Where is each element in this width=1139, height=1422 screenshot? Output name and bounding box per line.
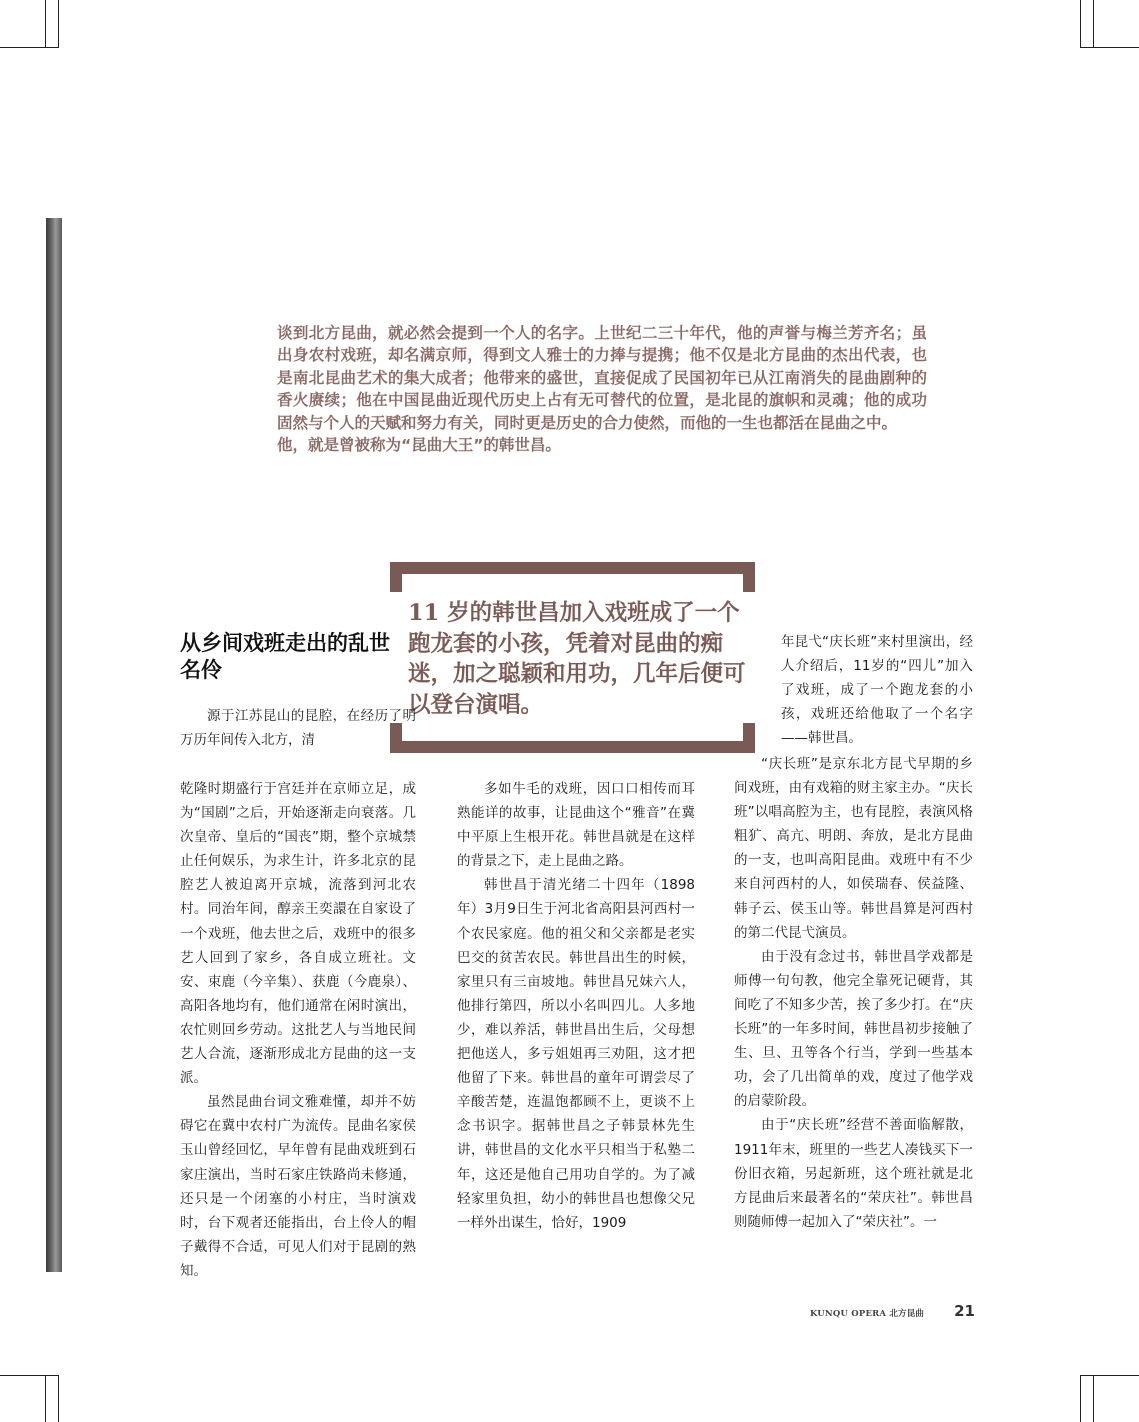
crop-mark	[0, 47, 58, 48]
section-heading: 从乡间戏班走出的乱世名伶	[180, 631, 390, 682]
column-2	[457, 777, 695, 1235]
crop-mark	[58, 1375, 59, 1422]
page-footer	[810, 1302, 975, 1322]
body-paragraph: 源于江苏昆山的昆腔，在经历了明万历年间传入北方，清	[180, 708, 416, 749]
column-1	[180, 777, 416, 1283]
body-paragraph: 虽然昆曲台词文雅难懂，却并不妨碍它在冀中农村广为流传。昆曲名家侯玉山曾经回忆，早年曾有昆曲戏班到石家庄演出，当时石家庄铁路尚未修通，还只是一个闭塞的小村庄，当时演戏时，台下观者还能指出，台上伶人的帽子戴得不合适，可见人们对于昆剧的熟知。	[180, 1094, 416, 1279]
body-paragraph: 韩世昌于清光绪二十四年（1898年）3月9日生于河北省高阳县河西村一个农民家庭。他的祖父和父亲都是老实巴交的贫苦农民。韩世昌出生的时候，家里只有三亩坡地。韩世昌兄妹六人，他排行第四，所以小名叫四儿。人多地少，难以养活，韩世昌出生后，父母想把他送人，多亏姐姐再三劝阻，这才把他留了下来。韩世昌的童年可谓尝尽了辛酸苦楚，连温饱都顾不上，更谈不上念书识字。据韩世昌之子韩景林先生讲，韩世昌的文化水平只相当于私塾二年，这还是他自己用功自学的。为了减轻家里负担，幼小的韩世昌也想像父兄一样外出谋生，恰好，1909	[457, 877, 695, 1231]
crop-mark	[1093, 1375, 1094, 1422]
body-paragraph: “庆长班”是京东北方昆弋早期的乡间戏班，由有戏箱的财主家主办。“庆长班”以唱高腔为主，也有昆腔，表演风格粗犷、高亢、明朗、奔放，是北方昆曲的一支，也叫高阳昆曲。戏班中有不少来自河西村的人，如侯瑞春、侯益隆、韩子云、侯玉山等。韩世昌算是河西村的第二代昆弋演员。	[734, 756, 973, 941]
page-number: 21	[954, 1302, 975, 1320]
body-paragraph: 年昆弋“庆长班”来村里演出，经人介绍后，11岁的“四儿”加入了戏班，成了一个跑龙套的小孩，戏班还给他取了一个名字——韩世昌。	[781, 634, 973, 747]
body-paragraph: 由于“庆长班”经营不善面临解散，1911年末，班里的一些艺人凑钱买下一份旧衣箱，另起新班，这个班社就是北方昆曲后来最著名的“荣庆社”。韩世昌则随师傅一起加入了“荣庆社”。一	[734, 1117, 973, 1230]
intro-block	[277, 322, 927, 456]
photo-strip	[46, 218, 62, 1272]
crop-mark	[0, 1375, 58, 1376]
crop-mark	[1080, 1375, 1139, 1376]
crop-mark	[1080, 0, 1081, 48]
crop-mark	[1080, 47, 1139, 48]
pull-quote: 11 岁的韩世昌加入戏班成了一个跑龙套的小孩，凭着对昆曲的痴迷，加之聪颖和用功，几年后便可以登台演唱。	[408, 600, 746, 718]
magazine-name: KUNQU OPERA 北方昆曲	[810, 1309, 925, 1319]
intro-closing: 他，就是曾被称为“昆曲大王”的韩世昌。	[277, 436, 561, 455]
body-paragraph: 乾隆时期盛行于宫廷并在京师立足，成为“国剧”之后，开始逐渐走向衰落。几次皇帝、皇后的“国丧”期，整个京城禁止任何娱乐，为求生计，许多北京的昆腔艺人被迫离开京城，流落到河北农村。同治年间，醇亲王奕譞在自家设了一个戏班，他去世之后，戏班中的很多艺人回到了家乡，各自成立班社。文安、束鹿（今辛集）、获鹿（今鹿泉）、高阳各地均有，他们通常在闲时演出，农忙则回乡劳动。这批艺人与当地民间艺人合流，逐渐形成北方昆曲的这一支派。	[180, 781, 416, 1087]
crop-mark	[1093, 0, 1094, 48]
crop-mark	[45, 1375, 46, 1422]
body-paragraph: 由于没有念过书，韩世昌学戏都是师傅一句句教，他完全靠死记硬背，其间吃了不知多少苦，挨了多少打。在“庆长班”的一年多时间，韩世昌初步接触了生、旦、丑等各个行当，学到一些基本功，会了几出简单的戏，度过了他学戏的启蒙阶段。	[734, 948, 973, 1110]
column-3-top	[781, 630, 973, 750]
crop-mark	[45, 0, 46, 48]
column-1-top	[180, 704, 416, 752]
column-3	[734, 752, 973, 1234]
intro-paragraph: 谈到北方昆曲，就必然会提到一个人的名字。上世纪二三十年代，他的声誉与梅兰芳齐名；虽出身农村戏班，却名满京师，得到文人雅士的力捧与提携；他不仅是北方昆曲的杰出代表，也是南北昆曲艺术的集大成者；他带来的盛世，直接促成了民国初年已从江南消失的昆曲剧种的香火赓续；他在中国昆曲近现代历史上占有无可替代的位置，是北昆的旗帜和灵魂；他的成功固然与个人的天赋和努力有关，同时更是历史的合力使然，而他的一生也都活在昆曲之中。	[277, 324, 927, 432]
crop-mark	[58, 0, 59, 48]
crop-mark	[1080, 1375, 1081, 1422]
body-paragraph: 多如牛毛的戏班，因口口相传而耳熟能详的故事，让昆曲这个“雅音”在冀中平原上生根开花。韩世昌就是在这样的背景之下，走上昆曲之路。	[457, 781, 695, 870]
